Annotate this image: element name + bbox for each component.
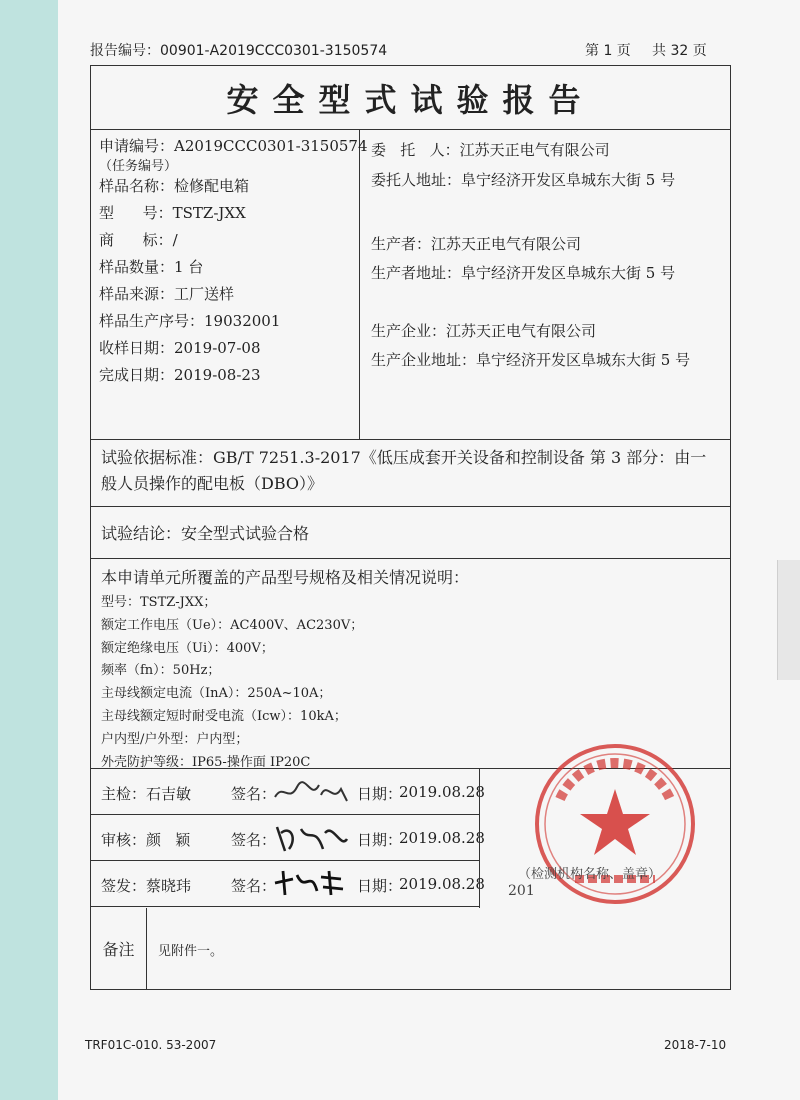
sample-quantity: 样品数量：1 台 — [99, 258, 204, 276]
client-address: 委托人地址：阜宁经济开发区阜城东大街 5 号 — [371, 171, 676, 189]
complete-date: 完成日期：2019-08-23 — [99, 366, 261, 384]
sign-label: 签名： — [231, 831, 277, 849]
inspector-row — [91, 769, 485, 815]
notes-value: 见附件一。 — [158, 944, 224, 959]
official-seal — [520, 729, 710, 919]
model: 型 号：TSTZ-JXX — [99, 204, 246, 222]
form-code: TRF01C-010. 53-2007 — [85, 1038, 217, 1052]
handwritten-signature — [271, 865, 351, 901]
inspector-name: 主检：石吉敏 — [101, 785, 192, 803]
sample-source: 样品来源：工厂送样 — [99, 285, 235, 303]
report-number: 报告编号：00901-A2019CCC0301-3150574 — [90, 43, 388, 59]
spec-line: 户内型/户外型：户内型； — [101, 731, 249, 747]
date-label: 日期： — [357, 877, 403, 895]
sign-date: 2019.08.28 — [399, 829, 485, 847]
manufacturer: 生产企业：江苏天正电气有限公司 — [371, 322, 597, 340]
producer-address: 生产者地址：阜宁经济开发区阜城东大街 5 号 — [371, 264, 676, 282]
sample-name: 样品名称：检修配电箱 — [99, 177, 250, 195]
issuer-name: 签发：蔡晓玮 — [101, 877, 192, 895]
issuer-row — [91, 861, 485, 907]
producer: 生产者：江苏天正电气有限公司 — [371, 235, 582, 253]
next-page-edge — [777, 560, 800, 680]
sign-label: 签名： — [231, 785, 277, 803]
description-title: 本申请单元所覆盖的产品型号规格及相关情况说明： — [101, 568, 470, 587]
handwritten-signature — [271, 773, 351, 809]
date-label: 日期： — [357, 831, 403, 849]
stamp-caption: （检测机构名称、盖章） — [518, 867, 662, 882]
client: 委 托 人：江苏天正电气有限公司 — [371, 141, 610, 159]
spec-line: 额定绝缘电压（Ui）：400V； — [101, 640, 274, 656]
spec-line: 额定工作电压（Ue）：AC400V、AC230V； — [101, 617, 364, 633]
notes-section — [91, 908, 730, 989]
scan-background-strip — [0, 0, 58, 1100]
spec-line: 主母线额定短时耐受电流（Icw）：10kA； — [101, 708, 347, 724]
handwritten-signature — [271, 819, 351, 857]
spec-line: 主母线额定电流（InA）：250A~10A； — [101, 686, 332, 702]
spec-line: 型号：TSTZ-JXX； — [101, 595, 217, 610]
stamp-area — [479, 769, 733, 908]
column-divider — [359, 129, 360, 439]
application-no: 申请编号：A2019CCC0301-3150574 — [99, 137, 368, 155]
date-label: 日期： — [357, 785, 403, 803]
test-basis: 试验依据标准：GB/T 7251.3-2017《低压成套开关设备和控制设备 第 3 部分：由一般人员操作的配电板（DBO）》 — [91, 439, 730, 507]
reviewer-row — [91, 815, 485, 861]
sign-date: 2019.08.28 — [399, 783, 485, 801]
sample-serial: 样品生产序号：19032001 — [99, 312, 281, 330]
notes-label: 备注 — [91, 908, 147, 989]
sign-label: 签名： — [231, 877, 277, 895]
manufacturer-address: 生产企业地址：阜宁经济开发区阜城东大街 5 号 — [371, 351, 691, 369]
spec-line: 外壳防护等级：IP65-操作面 IP20C — [101, 754, 311, 770]
task-no-label: （任务编号） — [99, 159, 178, 174]
page-total: 共 32 页 — [652, 43, 707, 59]
reviewer-name: 审核：颜 颖 — [101, 831, 191, 849]
sample-info-section — [91, 129, 730, 440]
page-number: 第 1 页 — [585, 43, 631, 59]
stamp-year: 201 — [508, 883, 535, 899]
form-date: 2018-7-10 — [664, 1038, 727, 1052]
spec-line: 频率（fn）：50Hz； — [101, 663, 221, 679]
receive-date: 收样日期：2019-07-08 — [99, 339, 261, 357]
trademark: 商 标：/ — [99, 231, 178, 249]
sign-date: 2019.08.28 — [399, 875, 485, 893]
report-frame — [90, 65, 731, 990]
test-conclusion: 试验结论： 安全型式试验合格 — [91, 507, 730, 559]
page-title: 安全型式试验报告 — [91, 66, 730, 130]
